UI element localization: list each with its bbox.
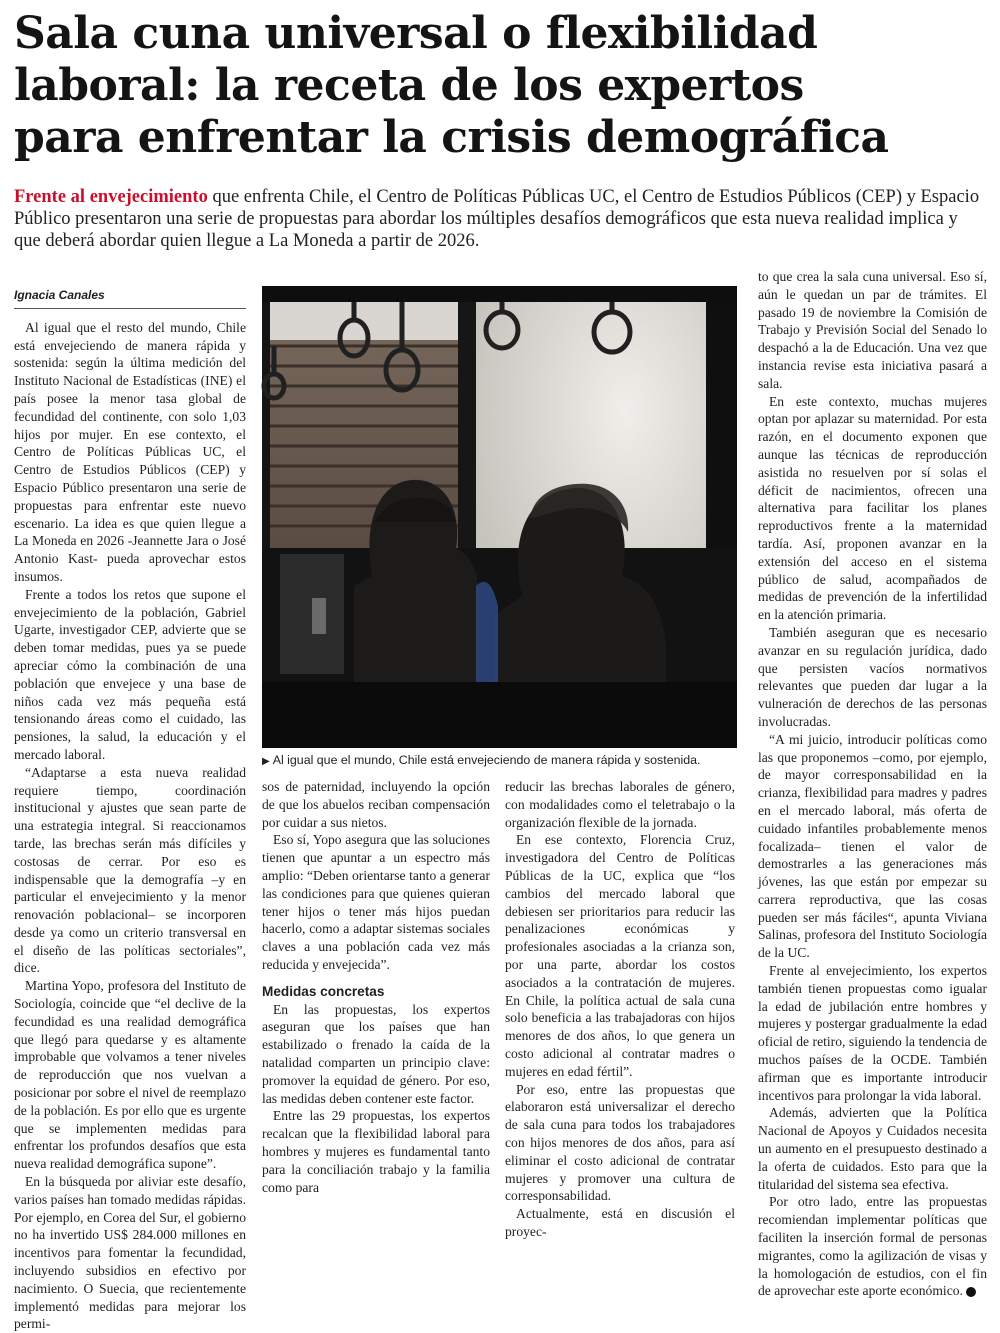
paragraph: En las propuestas, los expertos aseguran que los países que han estabilizado o frenado la caída de la natalidad comparten un principio clave: promover la equidad de género. Por eso, las medidas deben contener este factor. [262, 1001, 490, 1106]
paragraph: En ese contexto, Florencia Cruz, investigadora del Centro de Políticas Públicas de la UC, explica que “los cambios del mercado laboral que debiesen ser prioritarios para reducir las penalizaciones económicas y profesionales asociadas a la crianza son, por una parte, abordar los costos asociados a la contratación de mujeres. En Chile, la política actual de sala cuna solo beneficia a las trabajadoras con hijos menores de dos años, lo que genera un costo adicional al contratar madres o mujeres en edad fértil”. [505, 832, 735, 1079]
triangle-right-icon: ▶ [262, 756, 270, 767]
paragraph: Martina Yopo, profesora del Instituto de Sociología, coincide que “el declive de la fecundidad es una realidad demográfica que llegó para quedarse y es altamente improbable que volvamos a tener niveles de reproducción que nos vuelvan a posicionar por sobre el nivel de reemplazo de la población. Es por ello que es urgente que se implementen medidas para enfrentar los profundos desafíos que esta nueva realidad demográfica supone”. [14, 978, 246, 1172]
lede-text: que enfrenta Chile, el Centro de Políticas Públicas UC, el Centro de Estudios Públicos (CEP) y Espacio Público presentaron una serie de propuestas para abordar los múltiples desafíos demográficos que esta nueva realidad implica y que deberá abordar quien llegue a La Moneda a partir de 2026. [14, 187, 980, 251]
paragraph: Por eso, entre las propuestas que elaboraron está universalizar el derecho de sala cuna para todos los trabajadores con hijos menores de dos años, para así eliminar el costo adicional de contratar mujeres y promover una cultura de corresponsabilidad. [505, 1081, 735, 1204]
end-of-article-icon [966, 1287, 976, 1297]
paragraph: También aseguran que es necesario avanzar en su regulación jurídica, dado que persisten vacíos normativos relevantes que pueden dar lugar a la vulneración de derechos de las personas involucradas. [758, 624, 987, 729]
headline-line: Sala cuna universal o flexibilidad [14, 8, 818, 59]
paragraph: reducir las brechas laborales de género, con modalidades como el teletrabajo o la organización flexible de la jornada. [505, 779, 735, 830]
headline-line: para enfrentar la crisis demográfica [14, 112, 889, 163]
paragraph: Eso sí, Yopo asegura que las soluciones tienen que apuntar a un espectro más amplio: “Deben orientarse tanto a generar las condiciones para que quienes quieran tener hijos o tener más hijos puedan hacerlo, como a adaptar sistemas sociales claves a una población cada vez más reducida y envejecida”. [262, 832, 490, 972]
paragraph: to que crea la sala cuna universal. Eso sí, aún le quedan un par de trámites. El pasado 19 de noviembre la Comisión de Trabajo y Previsión Social del Senado lo despachó a la de Educación. Una vez que instancia revise esta iniciativa pasará a sala. [758, 269, 987, 391]
paragraph: En la búsqueda por aliviar este desafío, varios países han tomado medidas rápidas. Por ejemplo, en Corea del Sur, el gobierno no ha invertido US$ 284.000 millones en incentivos para fomentar la fecundidad, incluyendo subsidios en efectivo por nacimiento. O Suecia, que recientemente implementó medidas para mejorar los permi- [14, 1174, 246, 1332]
paragraph: Frente a todos los retos que supone el envejecimiento de la población, Gabriel Ugarte, investigador CEP, advierte que se deben tomar medidas, pues ya se puede apreciar cómo la combinación de una población que envejece y una base de niños cada vez más pequeña está tensionando áreas como el cuidado, las pensiones, la salud, la educación y el mercado laboral. [14, 586, 246, 762]
byline: Ignacia Canales [14, 287, 246, 309]
paragraph: Al igual que el resto del mundo, Chile está envejeciendo de manera rápida y sostenida: según la última medición del Instituto Nacional de Estadísticas (INE) el país posee la menor tasa global de fecundidad del continente, con solo 1,03 hijos por mujer. En ese contexto, el Centro de Políticas Públicas UC, el Centro de Estudios Públicos (CEP) y Espacio Público presentaron una serie de propuestas para enfrentar este nuevo escenario. La idea es que quien llegue a La Moneda en 2026 -Jeannette Jara o José Antonio Kast- pueda aprovechar estos insumos. [14, 319, 246, 584]
article-column-4 [758, 268, 987, 1299]
photo-caption [262, 752, 737, 770]
paragraph: Además, advierten que la Política Nacional de Apoyos y Cuidados necesita un aumento en el presupuesto destinado a la oferta de cuidados. Esto para que la titularidad del sistema sea efectiva. [758, 1105, 987, 1192]
paragraph: “A mi juicio, introducir políticas como las que proponemos –como, por ejemplo, de mayor corresponsabilidad en la crianza, flexibilidad para madres y padres en el mercado laboral, más oferta de cuidado infantiles probablemente menos focalizada– tienen el valor de demostrarles a las generaciones más jóvenes, las que están por empezar su carrera reproductiva, que las cosas pueden ser más fáciles“, apunta Viviana Salinas, profesora del Instituto Sociología de la UC. [758, 731, 987, 961]
paragraph: En este contexto, muchas mujeres optan por aplazar su maternidad. Por esta razón, en el documento exponen que aunque las técnicas de reproducción asistida no resuelven por sí solas el déficit de nacimientos, ofrecen una alternativa para facilitar los planes reproductivos frente a la maternidad tardía. Así, proponen avanzar en la extensión del acceso en el sistema público de salud, acompañados de medidas de prevención de la infertilidad en la atención primaria. [758, 393, 987, 623]
paragraph: “Adaptarse a esta nueva realidad requiere tiempo, coordinación institucional y ajustes que sean parte de una estrategia integral. Si reaccionamos tarde, las brechas serán más difíciles y costosas de cerrar. Por eso es indispensable que la demografía –y en particular el envejecimiento y la menor renovación poblacional– se incorporen desde ya como un criterio transversal en el diseño de las políticas sectoriales”, dice. [14, 764, 246, 976]
news-photo [262, 286, 737, 748]
bus-passengers-image [262, 286, 737, 748]
paragraph: Actualmente, está en discusión el proyec- [505, 1206, 735, 1239]
paragraph: Entre las 29 propuestas, los expertos recalcan que la flexibilidad laboral para hombres y mujeres es fundamental tanto para la conciliación trabajo y la familia como para [262, 1108, 490, 1195]
article-column-1 [14, 287, 246, 1332]
paragraph: Frente al envejecimiento, los expertos también tienen propuestas como igualar la edad de jubilación entre hombres y mujeres y postergar gradualmente la edad oficial de retiro, siguiendo la tendencia de muchos países de la OCDE. También afirman que es importante introducir incentivos para prolongar la vida laboral. [758, 963, 987, 1103]
headline [14, 8, 954, 164]
paragraph [758, 1193, 987, 1300]
subheading: Medidas concretas [262, 983, 385, 999]
paragraph: sos de paternidad, incluyendo la opción de que los abuelos reciban compensación por cuidar a sus nietos. [262, 779, 490, 830]
article-column-3 [505, 778, 735, 1239]
lede-lead-words: Frente al envejecimiento [14, 187, 208, 207]
caption-text: Al igual que el mundo, Chile está envejeciendo de manera rápida y sostenida. [272, 753, 701, 767]
article-column-2 [262, 778, 490, 1195]
lede [14, 186, 984, 252]
paragraph-text: Por otro lado, entre las propuestas recomiendan implementar políticas que faciliten la inserción formal de personas migrantes, como la agilización de visas y la homologación de estudios, con el fin de aprovechar este aporte económico. [758, 1194, 987, 1299]
headline-line: laboral: la receta de los expertos [14, 60, 804, 111]
